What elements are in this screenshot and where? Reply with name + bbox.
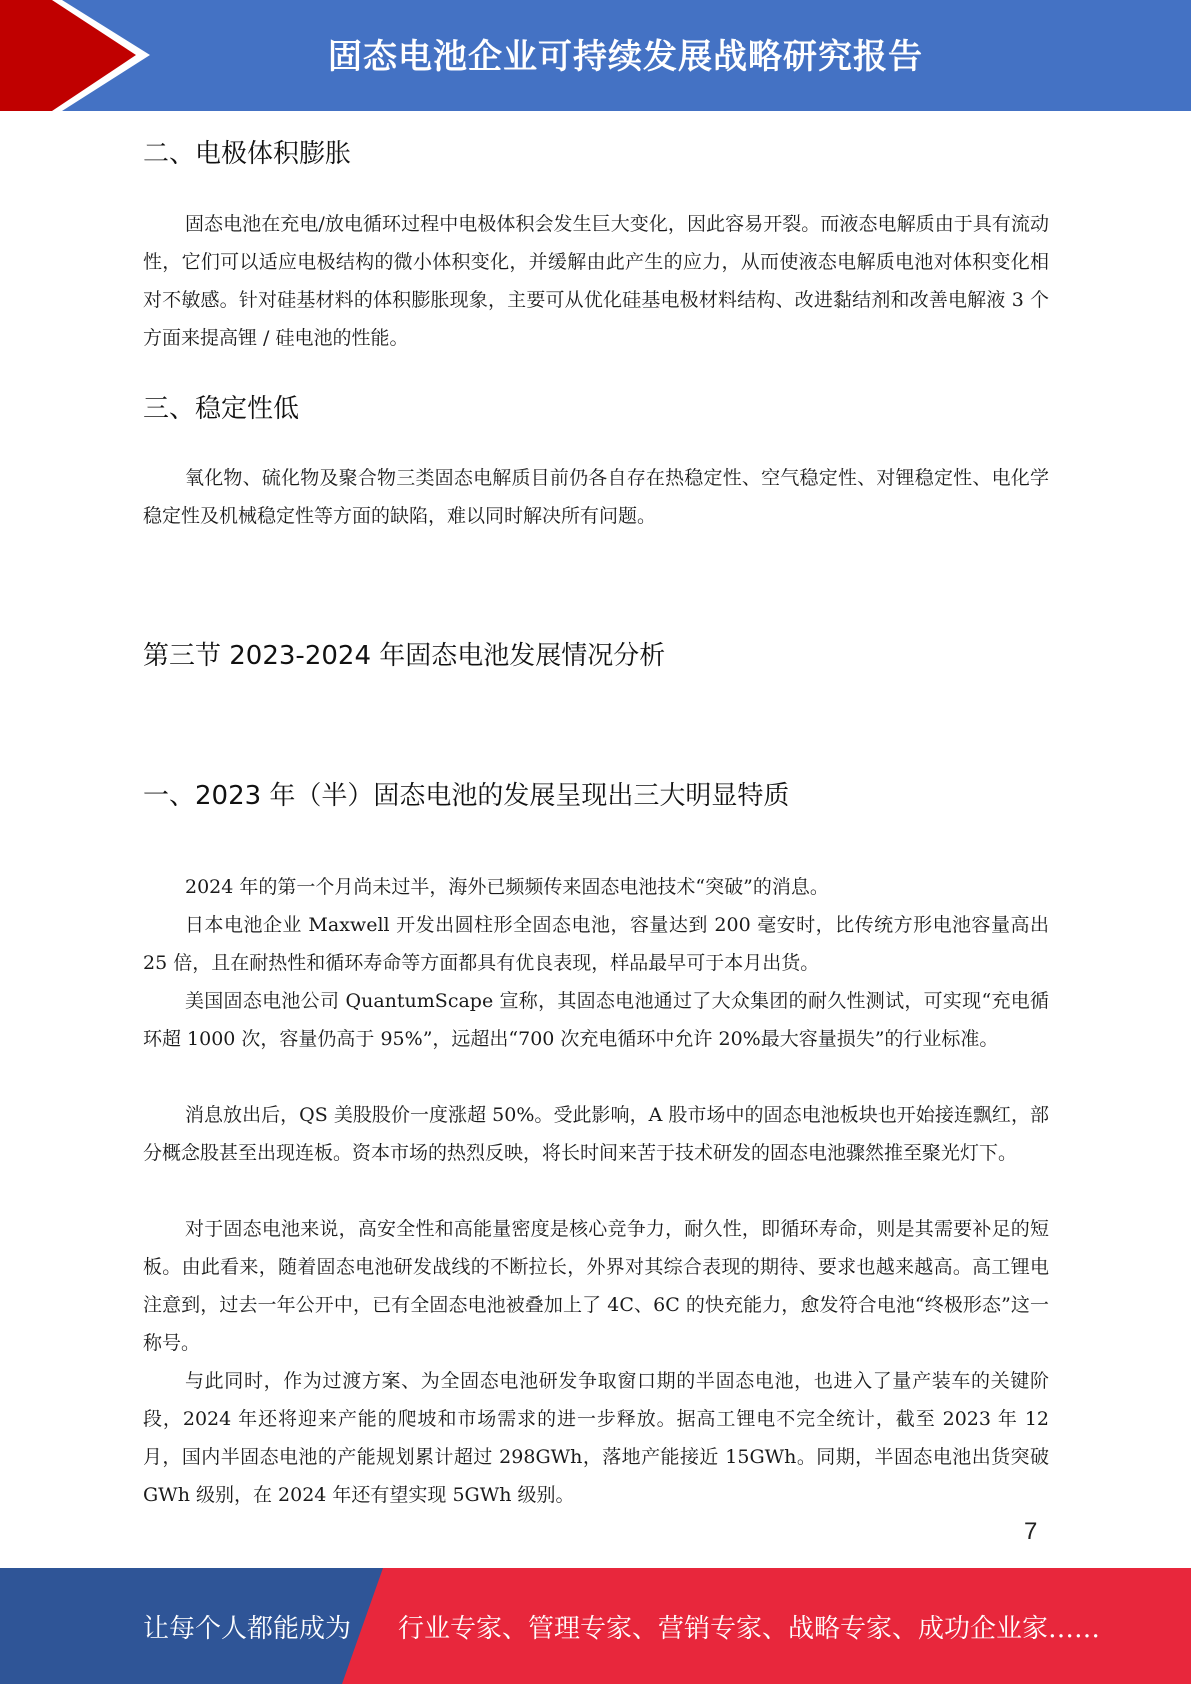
paragraph-electrode-expansion: 固态电池在充电/放电循环过程中电极体积会发生巨大变化，因此容易开裂。而液态电解质由于具有流动性，它们可以适应电极结构的微小体积变化，并缓解由此产生的应力，从而使液态电解质电池对体积变化相对不敏感。针对硅基材料的体积膨胀现象，主要可从优化硅基电极材料结构、改进黏结剂和改善电解液 3 个方面来提高锂 / 硅电池的性能。: [143, 213, 1049, 349]
footer-slogan-left: 让每个人都能成为: [143, 1613, 352, 1644]
page-header: [0, 0, 1191, 111]
footer-slogan-right: 行业专家、管理专家、营销专家、战略专家、成功企业家……: [398, 1613, 1101, 1644]
paragraph-4: 消息放出后，QS 美股股价一度涨超 50%。受此影响，A 股市场中的固态电池板块也开始接连飘红，部分概念股甚至出现连板。资本市场的热烈反映，将长时间来苦于技术研发的固态电池骤然推至聚光灯下。: [143, 1104, 1049, 1164]
paragraph-3: 美国固态电池公司 QuantumScape 宣称，其固态电池通过了大众集团的耐久性测试，可实现“充电循环超 1000 次，容量仍高于 95%”，远超出“700 次充电循环中允许 20%最大容量损失”的行业标准。: [143, 990, 1049, 1050]
paragraph-1: 2024 年的第一个月尚未过半，海外已频频传来固态电池技术“突破”的消息。: [185, 876, 829, 898]
paragraph-2: 日本电池企业 Maxwell 开发出圆柱形全固态电池，容量达到 200 毫安时，比传统方形电池容量高出 25 倍，且在耐热性和循环寿命等方面都具有优良表现，样品最早可于本月出货。: [143, 914, 1049, 974]
chapter-heading: 第三节 2023-2024 年固态电池发展情况分析: [143, 641, 666, 671]
section-heading-2023-features: 一、2023 年（半）固态电池的发展呈现出三大明显特质: [143, 781, 790, 811]
page-number: 7: [1024, 1518, 1038, 1545]
paragraph-5: 对于固态电池来说，高安全性和高能量密度是核心竞争力，耐久性，即循环寿命，则是其需要补足的短板。由此看来，随着固态电池研发战线的不断拉长，外界对其综合表现的期待、要求也越来越高。高工锂电注意到，过去一年公开中，已有全固态电池被叠加上了 4C、6C 的快充能力，愈发符合电池“终极形态”这一称号。: [143, 1218, 1049, 1354]
document-title: 固态电池企业可持续发展战略研究报告: [328, 37, 923, 77]
paragraph-6: 与此同时，作为过渡方案、为全固态电池研发争取窗口期的半固态电池，也进入了量产装车的关键阶段，2024 年还将迎来产能的爬坡和市场需求的进一步释放。据高工锂电不完全统计，截至 2023 年 12 月，国内半固态电池的产能规划累计超过 298GWh，落地产能接近 15GWh。同期，半固态电池出货突破 GWh 级别，在 2024 年还有望实现 5GWh 级别。: [143, 1370, 1049, 1506]
section-heading-low-stability: 三、稳定性低: [143, 394, 300, 424]
section-heading-electrode-expansion: 二、电极体积膨胀: [143, 139, 352, 169]
page-footer: [0, 1568, 1191, 1684]
paragraph-low-stability: 氧化物、硫化物及聚合物三类固态电解质目前仍各自存在热稳定性、空气稳定性、对锂稳定性、电化学稳定性及机械稳定性等方面的缺陷，难以同时解决所有问题。: [143, 467, 1049, 527]
